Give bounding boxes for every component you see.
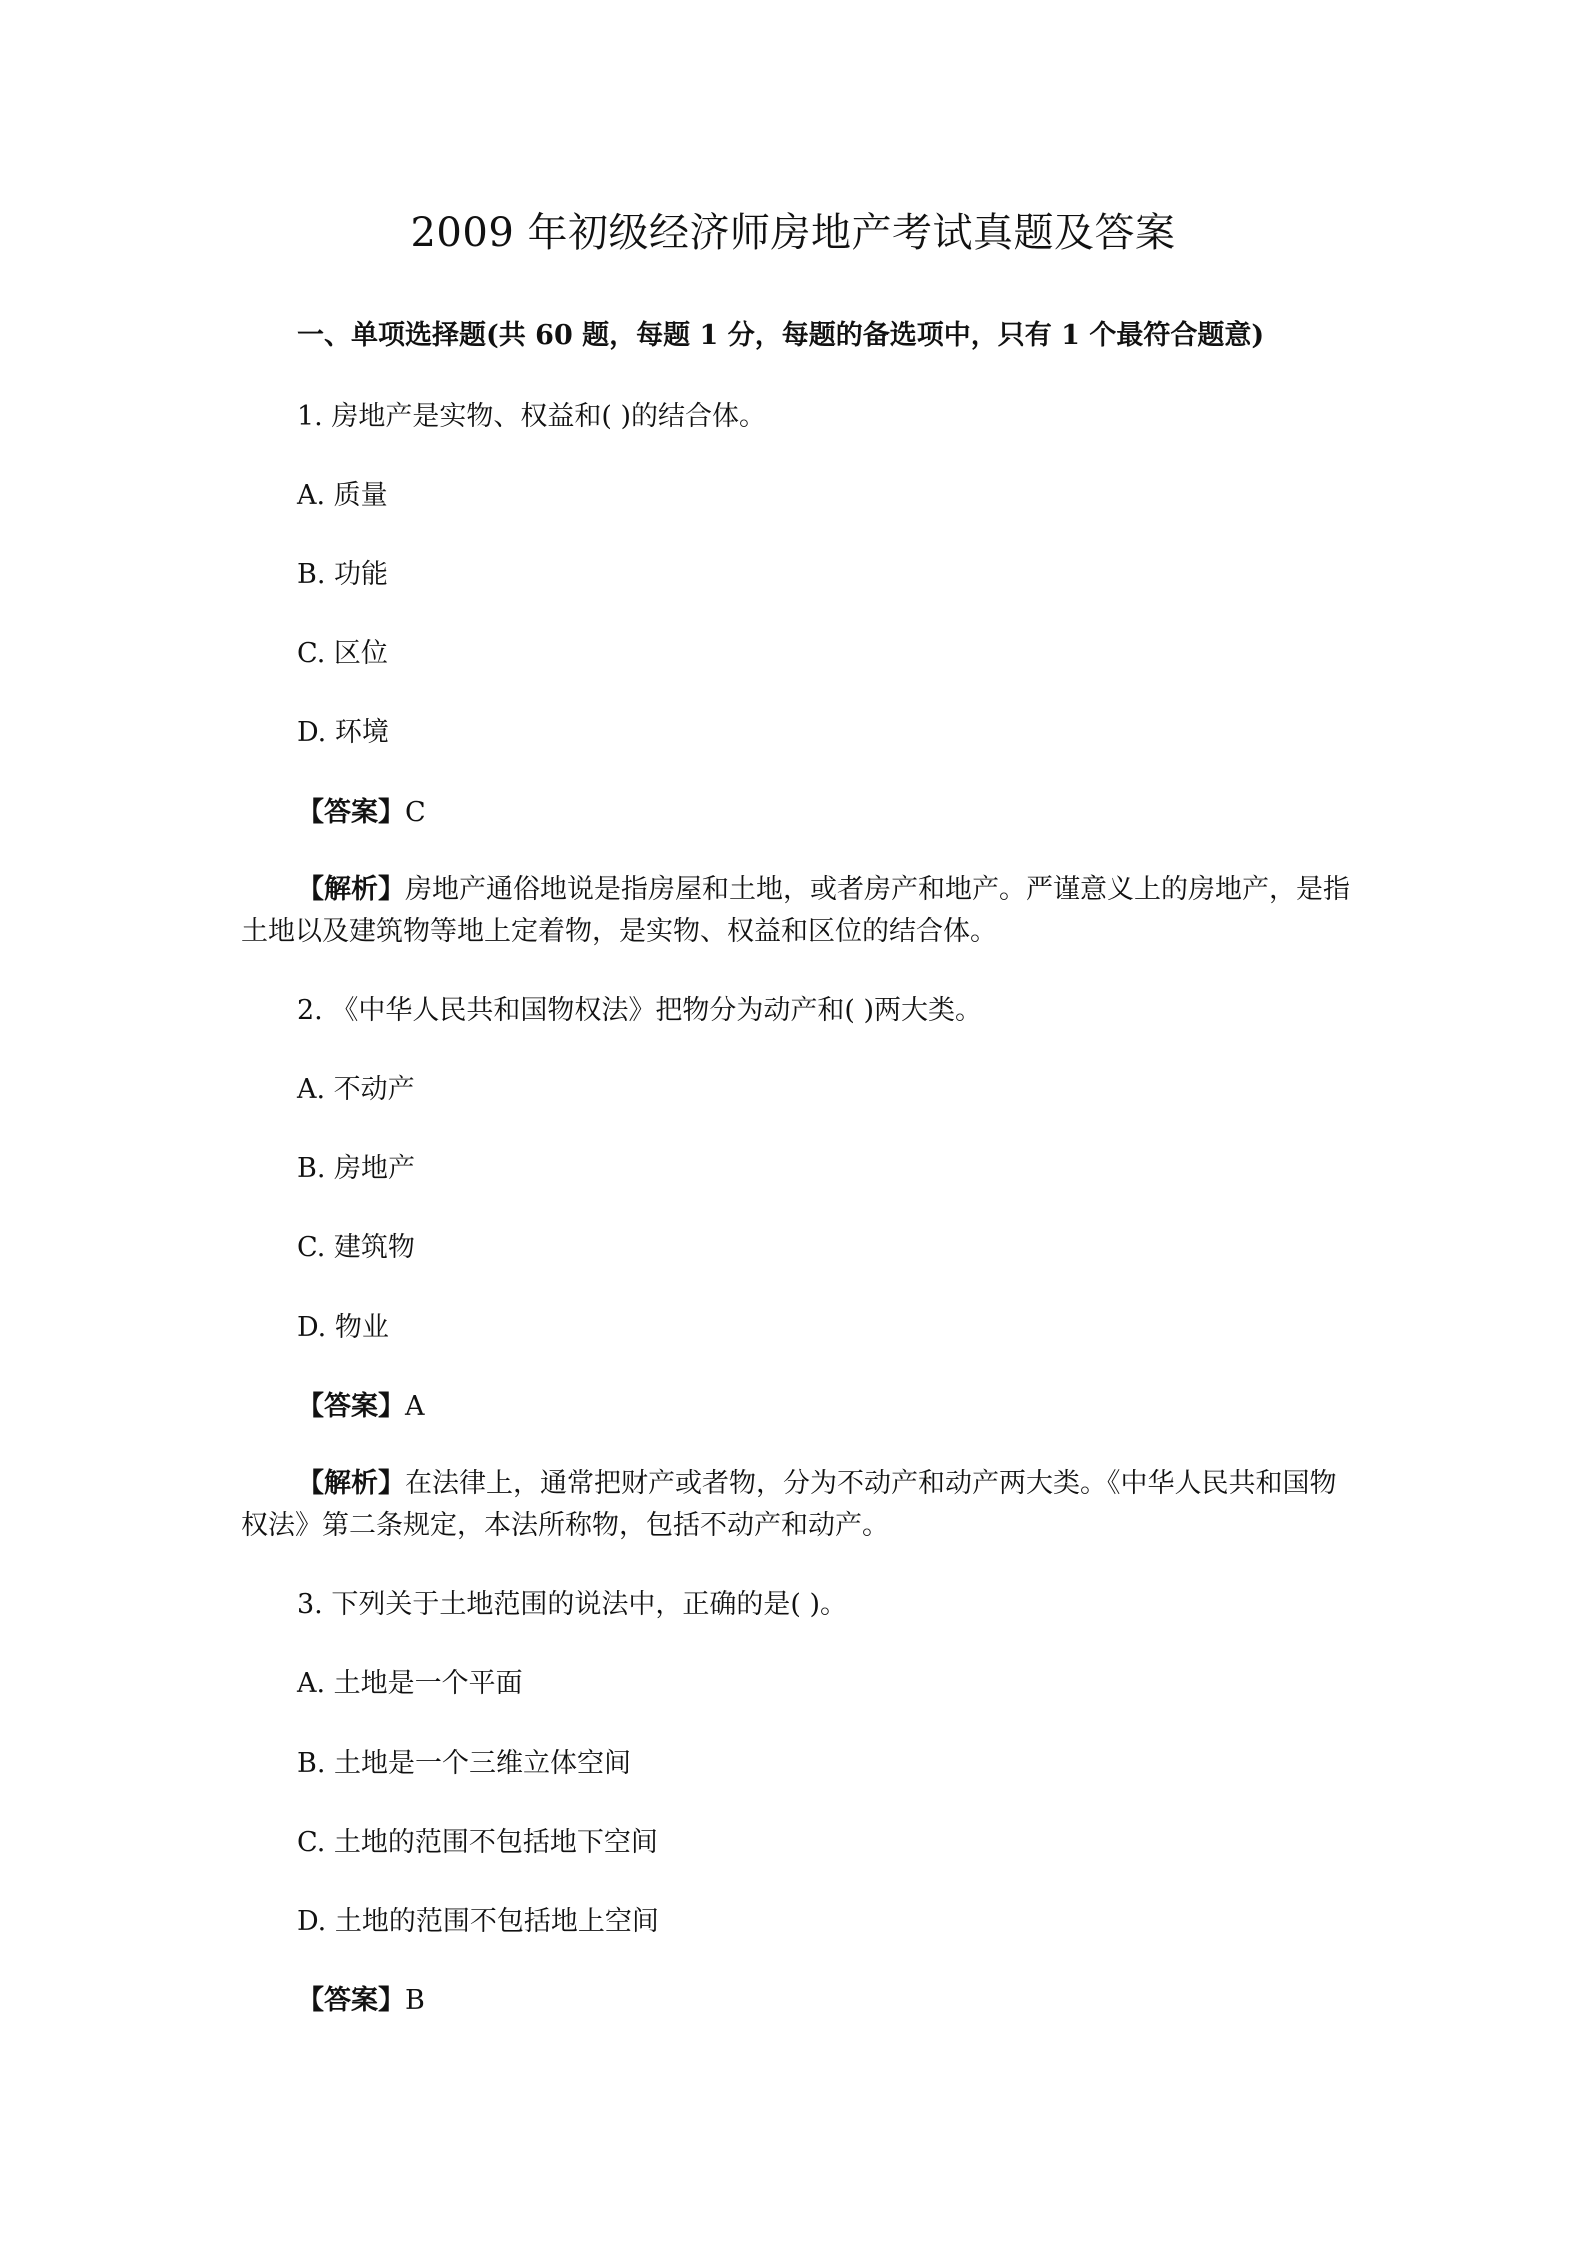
question-2-analysis — [241, 1463, 1361, 1547]
analysis-text: 在法律上，通常把财产或者物，分为不动产和动产两大类。《中华人民共和国物权法》第二条规定，本法所称物，包括不动产和动产。 — [241, 1468, 1337, 1541]
analysis-tag: 【解析】 — [297, 874, 405, 905]
document-title: 2009 年初级经济师房地产考试真题及答案 — [410, 210, 1176, 256]
answer-tag: 【答案】 — [297, 797, 405, 828]
question-1-option-a: A. 质量 — [297, 480, 388, 511]
question-1-analysis — [241, 869, 1361, 953]
question-2-option-b: B. 房地产 — [297, 1153, 416, 1184]
question-3-option-d: D. 土地的范围不包括地上空间 — [297, 1906, 659, 1937]
question-3-option-b: B. 土地是一个三维立体空间 — [297, 1748, 632, 1779]
question-2-option-a: A. 不动产 — [297, 1074, 415, 1105]
question-1-option-b: B. 功能 — [297, 559, 389, 590]
answer-value: A — [405, 1391, 425, 1422]
answer-value: C — [405, 797, 426, 828]
question-2-stem: 2. 《中华人民共和国物权法》把物分为动产和( )两大类。 — [297, 995, 982, 1026]
question-2-option-d: D. 物业 — [297, 1312, 389, 1343]
question-1-option-c: C. 区位 — [297, 638, 388, 669]
analysis-text: 房地产通俗地说是指房屋和土地，或者房产和地产。严谨意义上的房地产，是指土地以及建筑物等地上定着物，是实物、权益和区位的结合体。 — [241, 874, 1350, 947]
answer-tag: 【答案】 — [297, 1985, 405, 2016]
analysis-tag: 【解析】 — [297, 1468, 405, 1499]
question-2-option-c: C. 建筑物 — [297, 1232, 415, 1263]
question-1-stem: 1. 房地产是实物、权益和( )的结合体。 — [297, 401, 766, 432]
answer-tag: 【答案】 — [297, 1391, 405, 1422]
question-1-option-d: D. 环境 — [297, 717, 389, 748]
question-2-answer — [297, 1387, 425, 1427]
question-3-answer — [297, 1981, 425, 2021]
section-heading: 一、单项选择题(共 60 题，每题 1 分，每题的备选项中，只有 1 个最符合题意) — [297, 320, 1265, 351]
question-3-option-a: A. 土地是一个平面 — [297, 1668, 523, 1699]
question-3-option-c: C. 土地的范围不包括地下空间 — [297, 1827, 658, 1858]
answer-value: B — [405, 1985, 425, 2016]
question-1-answer — [297, 793, 426, 833]
question-3-stem: 3. 下列关于土地范围的说法中，正确的是( )。 — [297, 1589, 847, 1620]
